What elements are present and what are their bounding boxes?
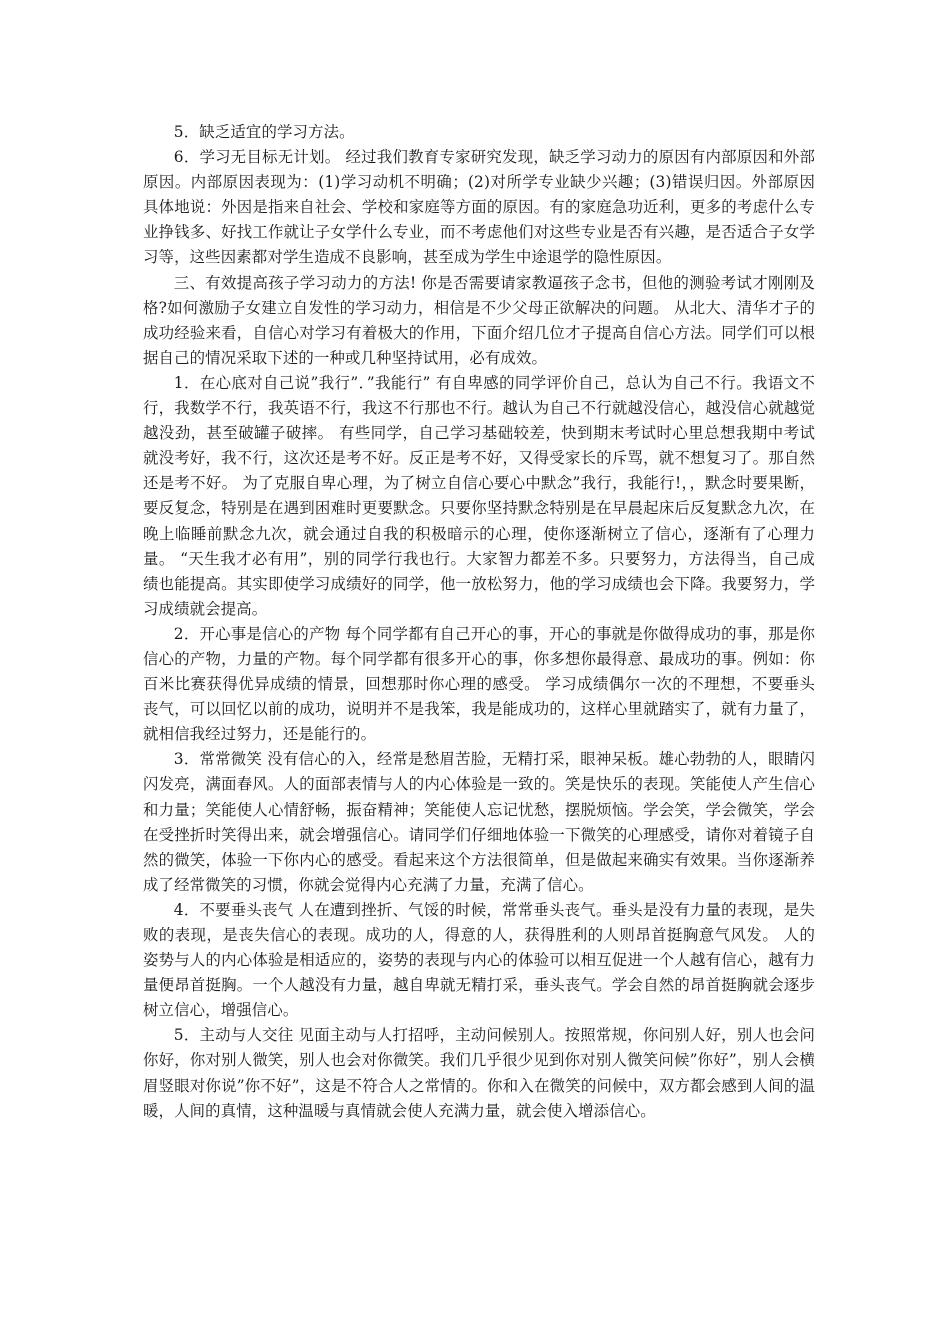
document-body [143, 120, 815, 1124]
paragraph-no-goal: 6．学习无目标无计划。 经过我们教育专家研究发现，缺乏学习动力的原因有内部原因和外部原因。内部原因表现为：(1)学习动机不明确；(2)对所学专业缺少兴趣；(3)错误归因。外部原因具体地说：外因是指来自社会、学校和家庭等方面的原因。有的家庭急功近利，更多的考虑什么专业挣钱多、好找工作就让子女学什么专业，而不考虑他们对这些专业是否有兴趣，是否适合子女学习等，这些因素都对学生造成不良影响，甚至成为学生中途退学的隐性原因。 [143, 148, 815, 267]
paragraph-section-3-intro: 三、有效提高孩子学习动力的方法! 你是否需要请家教逼孩子念书，但他的测验考试才刚刚及格?如何激励子女建立自发性的学习动力，相信是不少父母正欲解决的问题。 从北大、清华才子的成功经验来看，自信心对学习有着极大的作用，下面介绍几位才子提高自信心方法。同学们可以根据自己的情况采取下述的一种或几种坚持试用，必有成效。 [143, 273, 815, 367]
paragraph-tip-4: 4．不要垂头丧气 人在遭到挫折、气馁的时候，常常垂头丧气。垂头是没有力量的表现，是失败的表现，是丧失信心的表现。成功的人，得意的人，获得胜利的人则昂首挺胸意气风发。 人的姿势与人的内心体验是相适应的，姿势的表现与内心的体验可以相互促进一个人越有信心，越有力量便昂首挺胸。一个人越没有力量，越自卑就无精打采，垂头丧气。学会自然的昂首挺胸就会逐步树立信心，增强信心。 [143, 900, 815, 1020]
paragraph-tip-1: 1．在心底对自己说”我行”．”我能行” 有自卑感的同学评价自己，总认为自己不行。我语文不行，我数学不行，我英语不行，我这不行那也不行。越认为自己不行就越没信心，越没信心就越觉越没劲，甚至破罐子破摔。 有些同学，自己学习基础较差，快到期末考试时心里总想我期中考试就没考好，我不行，这次还是考不好。反正是考不好，又得受家长的斥骂，就不想复习了。那自然还是考不好。 为了克服自卑心理，为了树立自信心要心中默念”我行，我能行!，，默念时要果断，要反复念，特别是在遇到困难时更要默念。只要你坚持默念特别是在早晨起床后反复默念九次，在晚上临睡前默念九次，就会通过自我的积极暗示的心理，使你逐渐树立了信心，逐渐有了心理力量。 “天生我才必有用”，别的同学行我也行。大家智力都差不多。只要努力，方法得当，自己成绩也能提高。其实即使学习成绩好的同学，他一放松努力，他的学习成绩也会下降。我要努力，学习成绩就会提高。 [143, 373, 815, 618]
paragraph-method-5: 5．缺乏适宜的学习方法。 [173, 123, 355, 141]
paragraph-tip-3: 3．常常微笑 没有信心的入，经常是愁眉苦脸，无精打采，眼神呆板。雄心勃勃的人，眼睛闪闪发亮，满面春风。人的面部表情与人的内心体验是一致的。笑是快乐的表现。笑能使人产生信心和力量；笑能使人心情舒畅，振奋精神；笑能使人忘记忧愁，摆脱烦恼。学会笑，学会微笑，学会在受挫折时笑得出来，就会增强信心。请同学们仔细地体验一下微笑的心理感受，请你对着镜子自然的微笑，体验一下你内心的感受。看起来这个方法很简单，但是做起来确实有效果。当你逐渐养成了经常微笑的习惯，你就会觉得内心充满了力量，充满了信心。 [143, 750, 815, 894]
paragraph-tip-5: 5．主动与人交往 见面主动与人打招呼，主动问候别人。按照常规，你问别人好，别人也会问你好，你对别人微笑，别人也会对你微笑。我们几乎很少见到你对别人微笑问候”你好”，别人会横眉竖眼对你说”你不好”，这是不符合人之常情的。你和入在微笑的问候中，双方都会感到人间的温暖，人间的真情，这种温暖与真情就会使人充满力量，就会使入增添信心。 [143, 1026, 815, 1120]
paragraph-tip-2: 2．开心事是信心的产物 每个同学都有自己开心的事，开心的事就是你做得成功的事，那是你信心的产物，力量的产物。每个同学都有很多开心的事，你多想你最得意、最成功的事。例如：你百米比赛获得优异成绩的情景，回想那时你心理的感受。 学习成绩偶尔一次的不理想，不要垂头丧气，可以回忆以前的成功，说明并不是我笨，我是能成功的，这样心里就踏实了，就有力量了，就相信我经过努力，还是能行的。 [143, 624, 815, 744]
